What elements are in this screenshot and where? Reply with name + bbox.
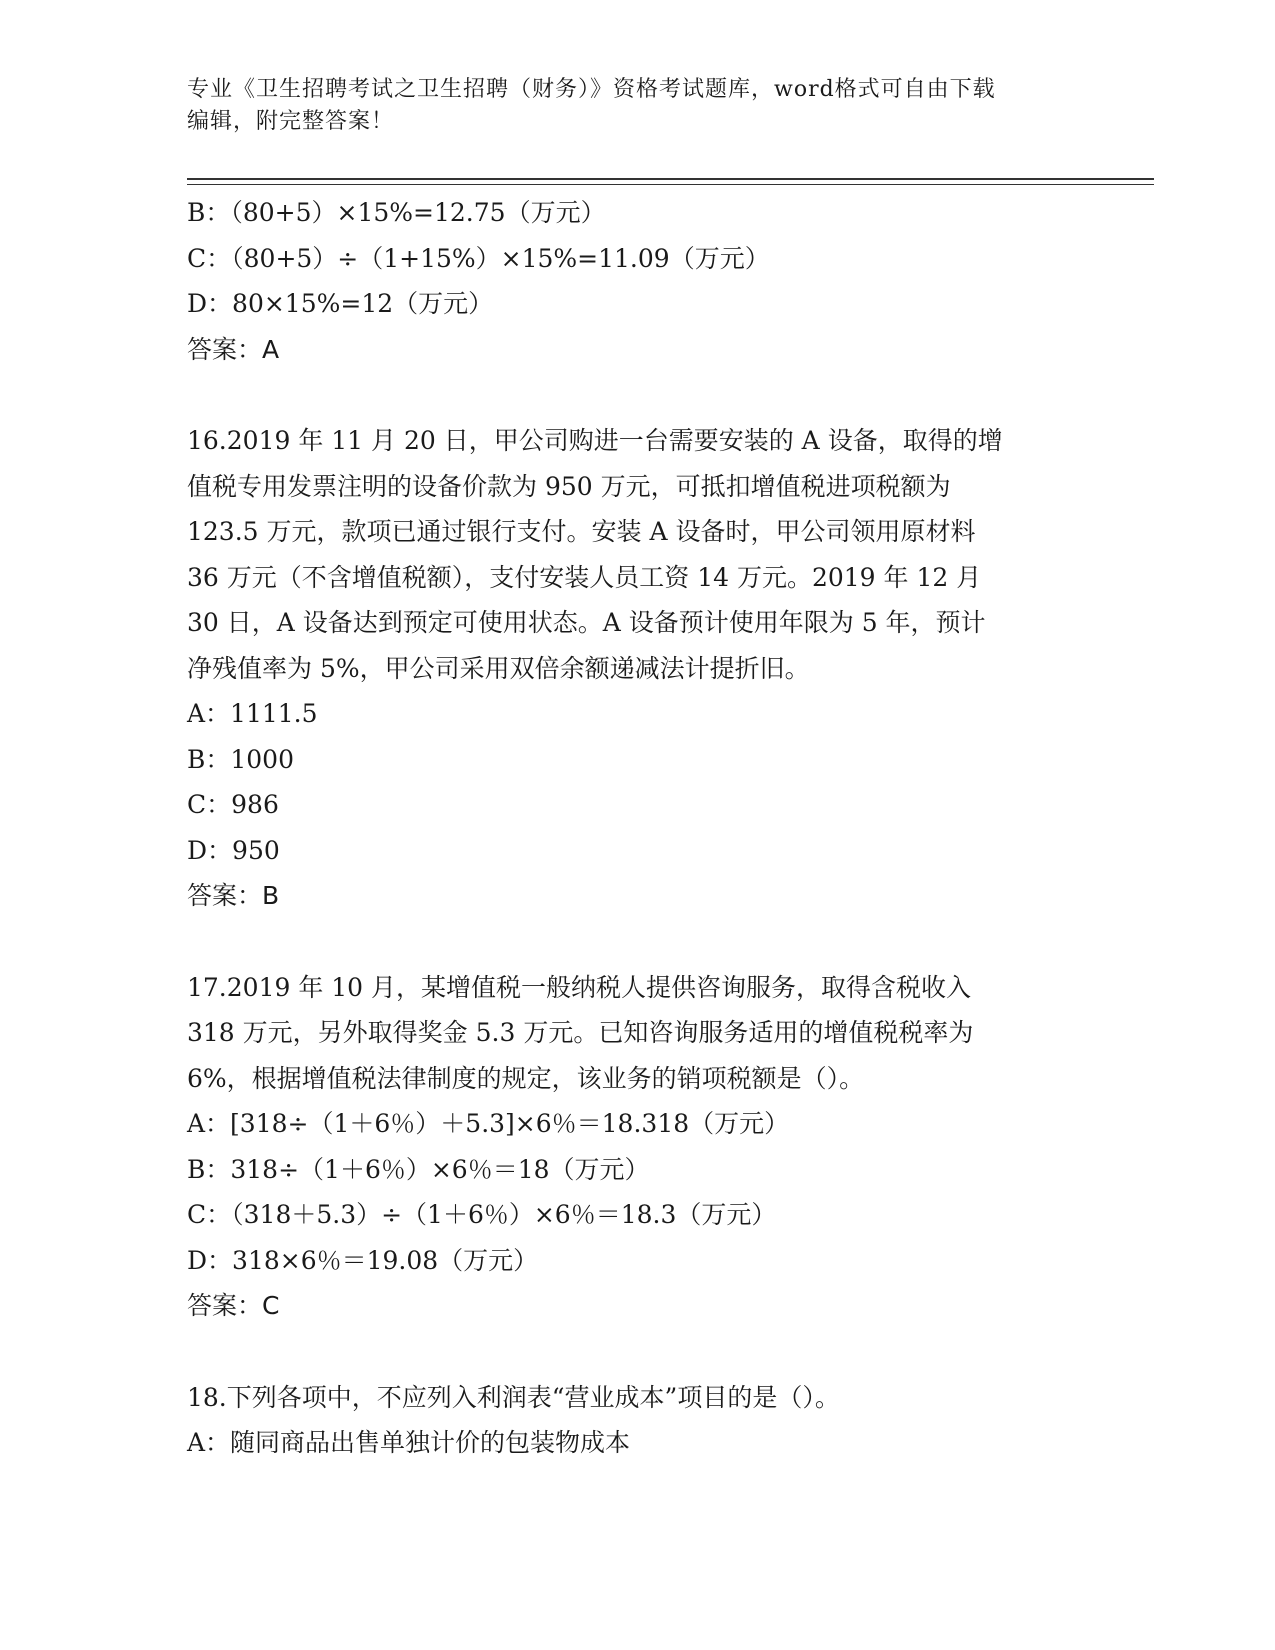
option-a: A：1111.5 bbox=[187, 699, 318, 728]
question-text-line: 36 万元（不含增值税额），支付安装人员工资 14 万元。2019 年 12 月 bbox=[187, 562, 982, 592]
option-d: D：318×6％＝19.08（万元） bbox=[187, 1245, 539, 1275]
option-a: A：随同商品出售单独计价的包装物成本 bbox=[187, 1428, 631, 1457]
option-a: A：[318÷（1＋6％）＋5.3]×6％＝18.318（万元） bbox=[187, 1109, 790, 1138]
question-list bbox=[187, 190, 1087, 1466]
question-text-line: 6%，根据增值税法律制度的规定，该业务的销项税额是（）。 bbox=[187, 1063, 865, 1093]
option-c: C：（80+5）÷（1+15%）×15%=11.09（万元） bbox=[187, 243, 770, 273]
header-line-2: 编辑，附完整答案！ bbox=[187, 109, 395, 134]
option-b: B：318÷（1＋6％）×6％＝18（万元） bbox=[187, 1154, 650, 1184]
option-d: D：80×15%=12（万元） bbox=[187, 289, 494, 318]
question-text-line: 净残值率为 5%，甲公司采用双倍余额递减法计提折旧。 bbox=[187, 653, 810, 683]
question-text-line: 123.5 万元，款项已通过银行支付。安装 A 设备时，甲公司领用原材料 bbox=[187, 517, 976, 546]
answer-label: 答案：A bbox=[187, 334, 280, 364]
answer-label: 答案：C bbox=[187, 1291, 280, 1320]
question-text-line: 值税专用发票注明的设备价款为 950 万元，可抵扣增值税进项税额为 bbox=[187, 471, 951, 501]
question-text-line: 17.2019 年 10 月，某增值税一般纳税人提供咨询服务，取得含税收入 bbox=[187, 972, 972, 1002]
question-18 bbox=[187, 1375, 1087, 1466]
document-header bbox=[187, 74, 1087, 138]
header-line-1: 专业《卫生招聘考试之卫生招聘（财务）》资格考试题库，word格式可自由下载 bbox=[187, 77, 996, 102]
option-d: D：950 bbox=[187, 835, 280, 865]
option-c: C：（318＋5.3）÷（1＋6％）×6％＝18.3（万元） bbox=[187, 1200, 777, 1229]
question-15 bbox=[187, 190, 1087, 372]
option-b: B：1000 bbox=[187, 744, 294, 774]
question-text-line: 18.下列各项中，不应列入利润表“营业成本”项目的是（）。 bbox=[187, 1382, 840, 1412]
option-b: B：（80+5）×15%=12.75（万元） bbox=[187, 198, 606, 227]
spacer bbox=[187, 372, 1087, 418]
header-divider-thick bbox=[187, 178, 1154, 180]
question-16 bbox=[187, 418, 1087, 919]
spacer bbox=[187, 1329, 1087, 1375]
question-text-line: 16.2019 年 11 月 20 日，甲公司购进一台需要安装的 A 设备，取得的增 bbox=[187, 426, 1003, 455]
question-text-line: 318 万元，另外取得奖金 5.3 万元。已知咨询服务适用的增值税税率为 bbox=[187, 1018, 974, 1047]
question-text-line: 30 日，A 设备达到预定可使用状态。A 设备预计使用年限为 5 年，预计 bbox=[187, 608, 986, 637]
spacer bbox=[187, 919, 1087, 965]
option-c: C：986 bbox=[187, 790, 279, 819]
header-divider-thin bbox=[187, 184, 1154, 185]
answer-label: 答案：B bbox=[187, 881, 280, 910]
question-17 bbox=[187, 965, 1087, 1329]
